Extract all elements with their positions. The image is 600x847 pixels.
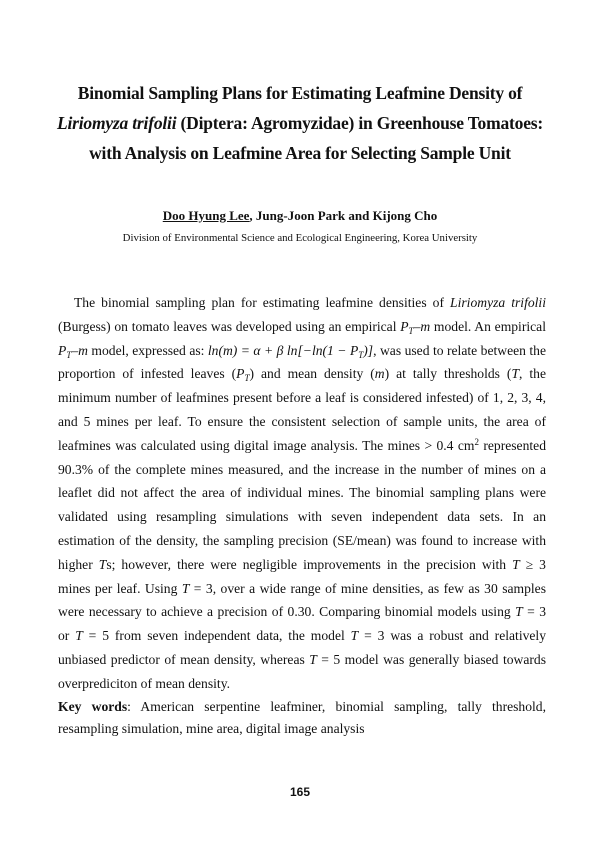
abstract-text: = 3 was a robust and relatively unbiased predictor of mean density, whereas — [58, 628, 546, 667]
formula-text: ln(m) = α + β ln[−ln(1 − P — [207, 342, 359, 358]
abstract-species: Liriomyza trifolii — [450, 295, 546, 310]
abstract-text: ≥ 3 mines per leaf. Using — [58, 556, 546, 596]
abstract-text: The binomial sampling plan for estimating leafmine densities of — [74, 295, 451, 310]
abstract-text: model, expressed as: — [87, 342, 208, 358]
abstract-text: s; however, there were negligible improvements in the precision with — [106, 556, 513, 572]
abstract-text: model. An empirical — [430, 318, 546, 334]
page-number: 165 — [289, 785, 311, 799]
author-list — [40, 207, 560, 225]
symbol-t: T — [309, 651, 317, 667]
formula-end: )] — [363, 342, 374, 358]
abstract-text: ) at tally thresholds ( — [384, 366, 512, 382]
formula-subscript: T — [358, 349, 364, 360]
abstract-text: = 5 from seven independent data, the model — [82, 628, 351, 644]
model-subscript: T — [244, 373, 250, 384]
abstract-text: , the minimum number of leafmines present before a leaf is considered infested) of 1, 2, 3, 4, and 5 mines per leaf. To ensure the consistent selection of sample units, the area of leafmines was calculated using digital image analysis. The mines > 0.4 cm — [58, 366, 546, 453]
title-line-2-rest: (Diptera: Agromyzidae) in Greenhouse Tomatoes: — [176, 113, 544, 133]
title-line-3: with Analysis on Leafmine Area for Selecting Sample Unit — [89, 143, 511, 163]
model-formula — [208, 343, 373, 358]
model-suffix: –m — [71, 342, 88, 358]
keywords-text: : American serpentine leafminer, binomial sampling, tally threshold, resampling simulation, mine area, digital image analysis — [58, 699, 546, 736]
model-symbol: P — [236, 366, 245, 382]
title-line-2 — [40, 108, 560, 138]
abstract-text: represented 90.3% of the complete mines measured, and the increase in the number of mines on a leaflet did not affect the area of individual mines. The binomial sampling plans were validated using resampling simulations with seven independent data sets. In an estimation of the density, the sampling precision (SE/mean) was found to increase with higher — [58, 437, 546, 572]
model-subscript: T — [408, 325, 414, 336]
model-subscript: T — [66, 349, 72, 360]
model-suffix: –m — [413, 318, 431, 334]
model-symbol: P — [58, 342, 67, 358]
abstract-text: (Burgess) on tomato leaves was developed using an empirical — [58, 318, 401, 334]
co-authors: , Jung-Joon Park and Kijong Cho — [249, 208, 438, 223]
keywords — [58, 696, 546, 740]
superscript-2: 2 — [474, 436, 479, 447]
abstract-text: , was used to relate between the proportion of infested leaves ( — [58, 342, 547, 382]
abstract — [58, 291, 546, 696]
symbol-t: T — [181, 580, 190, 596]
symbol-t: T — [515, 604, 523, 620]
affiliation: Division of Environmental Science and Ecological Engineering, Korea University — [122, 232, 478, 244]
symbol-m: m — [374, 366, 385, 382]
symbol-t: T — [350, 628, 359, 644]
symbol-t: T — [75, 628, 83, 644]
symbol-t: T — [512, 556, 520, 572]
title-line-1: Binomial Sampling Plans for Estimating Leafmine Density of — [77, 83, 523, 103]
symbol-t: T — [511, 366, 520, 382]
abstract-text: ) and mean density ( — [249, 366, 375, 382]
abstract-text: = 3, over a wide range of mine densities, as few as 30 samples were necessary to achieve a precision of 0.30. Comparing binomial models using — [58, 580, 546, 620]
abstract-text: = 3 or — [58, 604, 546, 644]
model-symbol: P — [400, 318, 409, 334]
first-author: Doo Hyung Lee — [162, 208, 250, 223]
symbol-t: T — [98, 556, 107, 572]
title-species: Liriomyza trifolii — [56, 113, 177, 133]
keywords-label: Key words — [58, 699, 128, 714]
paper-title — [40, 78, 560, 168]
abstract-text: = 5 model was generally biased towards overprediciton of mean density. — [58, 651, 546, 691]
